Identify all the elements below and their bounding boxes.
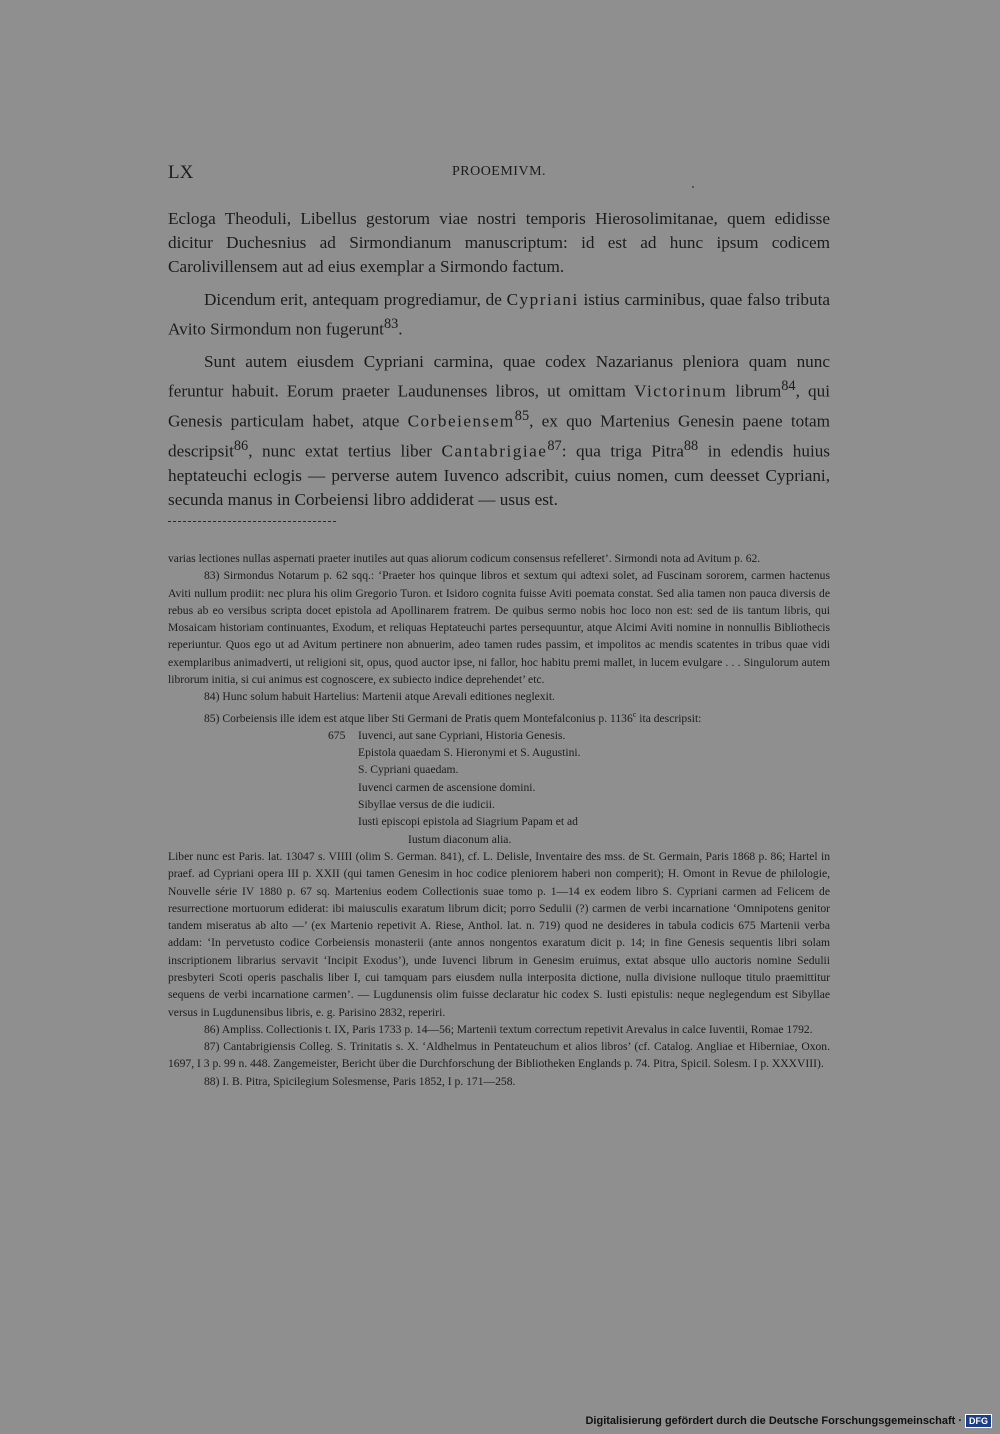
paragraph: Ecloga Theoduli, Libellus gestorum viae nostri temporis Hierosolimitanae, quem edidisse dicitur Duchesnius ad Sirmondianum manuscriptum: id est ad hunc ipsum codicem Carolivillensem aut ad eius exemplar a Sirmondo factum. <box>168 209 830 277</box>
list-item-text: Iuvenci carmen de ascensione domini. <box>358 780 536 794</box>
paragraph <box>168 350 830 512</box>
list-item-text: Iusti episcopi epistola ad Siagrium Papam et ad <box>358 815 578 829</box>
spaced-name: Cypriani <box>506 289 579 309</box>
text-run: istius carminibus, quae falso tributa Avito Sirmondum non fugerunt <box>168 289 831 339</box>
list-item <box>328 796 830 813</box>
footnote-ref: 87 <box>547 437 562 454</box>
running-title: PROOEMIVM. <box>451 164 547 179</box>
text-run: ita descripsit: <box>639 711 702 725</box>
spaced-name: Victorinum <box>634 381 728 401</box>
footnote-ref: 84 <box>781 377 796 394</box>
text-run: , qui Genesis particulam habet, atque <box>168 381 830 431</box>
main-text <box>168 207 830 520</box>
text-run: . <box>398 319 403 339</box>
superscript: c <box>632 709 637 719</box>
list-item <box>328 813 830 830</box>
list-item <box>328 727 830 744</box>
footnote-83: 83) Sirmondus Notarum p. 62 sqq.: ‘Praeter hos quinque libros et sextum qui adtexi solet, ad Fuscinam sororem, carmen hactenus Aviti nullum prodiit: nec plura his olim Gregorio Turon. et Isidoro cognita fuisse Aviti poemata constat. Sed alia tamen non pauca diversis de rebus ab eo versibus scripta docet epistola ad Apollinarem fratrem. De quibus sermo nobis hoc loco non est: sed de iis tantum libris, qui Mosaicam historiam continuantes, Exodum, et reliquas Heptateuchi partes persequuntur, atque Alcimi Aviti nomine in nonnullis Bibliothecis reperiuntur. Quos ego ut ad Avitum pertinere non abnuerim, adeo tamen rudes passim, et impolitos ac mendis scatentes in tribus quae vidi exemplaribus animadverti, ut religioni sit, opus, quod auctor ipse, ni fallor, hoc habitu premi mallet, in lucem evulgare . . . Singulorum autem librorum initia, si cui animus est cognoscere, ex subiecto indice deprehendet’ etc. <box>168 569 830 687</box>
footnote-continuation: varias lectiones nullas aspernati praeter inutiles aut quas aliorum codicum consensus refelleret’. Sirmondi nota ad Avitum p. 62. <box>168 552 761 565</box>
page-header <box>168 162 830 188</box>
manuscript-contents-list <box>328 727 830 848</box>
list-item <box>328 779 830 796</box>
spaced-name: Corbeiensem <box>407 411 515 431</box>
footnote-separator <box>168 521 336 522</box>
footnote-ref: 86 <box>233 437 249 454</box>
text-run: Dicendum erit, antequam progrediamur, de <box>204 289 502 309</box>
list-item <box>328 744 830 761</box>
footnote-85 <box>168 706 830 727</box>
footnote-86: 86) Ampliss. Collectionis t. IX, Paris 1733 p. 14—56; Martenii textum correctum repetivit Arevalus in calce Iuventii, Romae 1792. <box>204 1022 813 1036</box>
funding-credit <box>585 1413 992 1429</box>
dfg-logo: DFG <box>965 1414 992 1428</box>
codex-number: 675 <box>328 728 346 742</box>
list-item-text: Epistola quaedam S. Hieronymi et S. Augustini. <box>358 746 581 760</box>
list-item-text: Iuvenci, aut sane Cypriani, Historia Genesis. <box>358 728 566 742</box>
text-run: 85) Corbeiensis ille idem est atque liber Sti Germani de Pratis quem Montefalconius p. 1136 <box>204 711 633 725</box>
text-run: in edendis huius heptateuchi eclogis — perverse autem Iuvenco adscribit, cuius nomen, cum deesset Cypriani, secunda manus in Corbeiensi libro addiderat — usus est. <box>168 441 831 509</box>
footnotes <box>168 550 830 1090</box>
text-run: : qua triga Pitra <box>561 441 684 461</box>
footnote-ref: 88 <box>683 437 699 454</box>
text-run: , ex quo Martenius Genesin paene totam descripsit <box>168 411 831 461</box>
funding-text: Digitalisierung gefördert durch die Deutsche Forschungsgemeinschaft · <box>585 1415 962 1427</box>
footnote-88: 88) I. B. Pitra, Spicilegium Solesmense, Paris 1852, I p. 171—258. <box>204 1074 516 1088</box>
list-item <box>328 761 830 778</box>
footnote-ref: 85 <box>514 407 530 424</box>
list-item-text: Sibyllae versus de die iudicii. <box>358 798 495 812</box>
list-item-continuation: Iustum diaconum alia. <box>408 832 512 846</box>
list-item-text: S. Cypriani quaedam. <box>358 763 459 777</box>
footnote-85-continued: Liber nunc est Paris. lat. 13047 s. VIIII (olim S. German. 841), cf. L. Delisle, Inventaire des mss. de St. Germain, Paris 1868 p. 86; Hartel in praef. ad Cypriani opera III p. XXII (qui tamen Genesim in hoc codice pleniorem haberi non comperit); H. Omont in Revue de philologie, Nouvelle série IV 1880 p. 67 sq. Martenius eodem Collectionis suae tomo p. 1—14 ex eodem libro S. Cypriani carmen ad Felicem de resurrectione mortuorum ediderat: ibi maiusculis exaratum librum dicit; porro Sedulii (?) carmen de verbi incarnatione ‘Omnipotens genitor tandem miseratus ab alto —’ (ex Martenio repetivit A. Riese, Anthol. lat. n. 719) quod ne desideres in tabula codicis 675 Martenii verba addam: ‘In pervetusto codice Corbeiensis monasterii (ante annos nongentos exaratum dicit p. 14; in fine Genesis sequentis libri solam inscriptionem librarius servavit ‘Incipit Exodus’), unde Iuvenci librum in Genesim eruimus, extat absque ullo auctoris nomine Sedulii presbyteri Scoti operis paschalis liber I, cui tamquam pars eiusdem nulla interposita dictione, nulla divisione nulloque titulo praemittitur sequens de verbi incarnatione carmen’. — Lugdunensis olim fuisse declaratur hic codex S. Iusti epistulis: neque neglegendum est Sibyllae versus in Lugdunensibus libris, e. g. Parisino 2832, reperiri. <box>168 849 830 1019</box>
spaced-name: Cantabrigiae <box>441 441 548 461</box>
footnote-87: 87) Cantabrigiensis Colleg. S. Trinitatis s. X. ‘Aldhelmus in Pentateuchum et alios libros’ (cf. Catalog. Angliae et Hiberniae, Oxon. 1697, I 3 p. 99 n. 448. Zangemeister, Bericht über die Durchforschung der Bibliotheken Englands p. 74. Pitra, Spicil. Solesm. I p. XXXVIII). <box>168 1040 830 1071</box>
text-run: librum <box>735 381 782 401</box>
footnote-84: 84) Hunc solum habuit Hartelius: Martenii atque Arevali editiones neglexit. <box>204 690 555 704</box>
footnote-ref: 83 <box>383 315 399 332</box>
paragraph <box>168 288 830 342</box>
text-run: , nunc extat tertius liber <box>248 441 432 461</box>
page-number: LX <box>168 162 194 183</box>
scan-speck <box>692 186 694 188</box>
text-run: Sunt autem eiusdem Cypriani carmina, quae codex Nazarianus pleniora quam nunc feruntur habuit. Eorum praeter Laudunenses libros, ut omittam <box>168 351 830 401</box>
